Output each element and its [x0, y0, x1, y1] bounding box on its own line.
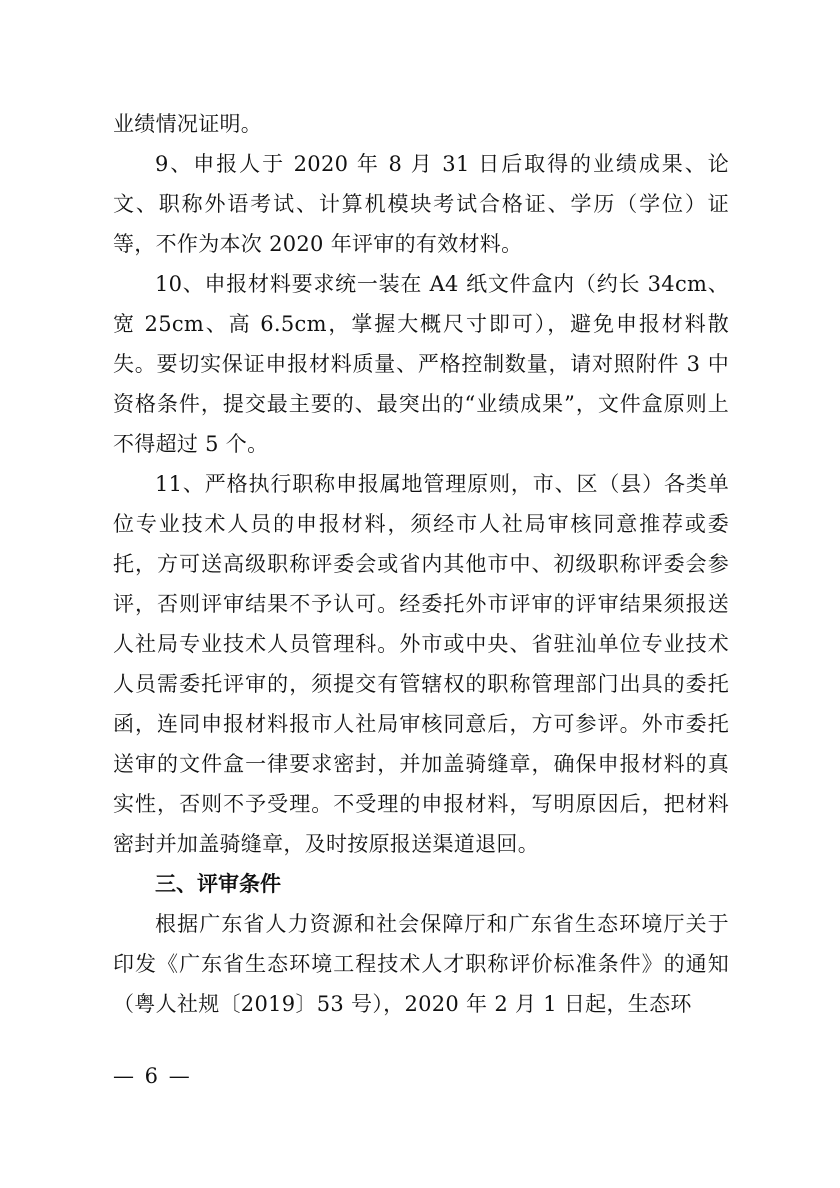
paragraph-criteria: 根据广东省人力资源和社会保障厅和广东省生态环境厅关于印发《广东省生态环境工程技术人才职称评价标准条件》的通知（粤人社规〔2019〕53 号），2020 年 2 月 1 日起，生态环	[113, 912, 729, 1016]
body-text	[113, 104, 729, 1024]
page-number: — 6 —	[113, 1064, 192, 1088]
paragraph-continuation: 业绩情况证明。	[113, 112, 263, 136]
paragraph-item-11: 11、严格执行职称申报属地管理原则，市、区（县）各类单位专业技术人员的申报材料，须经市人社局审核同意推荐或委托，方可送高级职称评委会或省内其他市中、初级职称评委会参评，否则评审结果不予认可。经委托外市评审的评审结果须报送人社局专业技术人员管理科。外市或中央、省驻汕单位专业技术人员需委托评审的，须提交有管辖权的职称管理部门出具的委托函，连同申报材料报市人社局审核同意后，方可参评。外市委托送审的文件盒一律要求密封，并加盖骑缝章，确保申报材料的真实性，否则不予受理。不受理的申报材料，写明原因后，把材料密封并加盖骑缝章，及时按原报送渠道退回。	[113, 472, 729, 856]
paragraph-item-10: 10、申报材料要求统一装在 A4 纸文件盒内（约长 34cm、宽 25cm、高 6.5cm，掌握大概尺寸即可），避免申报材料散失。要切实保证申报材料质量、严格控制数量，请对照附件 3 中资格条件，提交最主要的、最突出的“业绩成果”，文件盒原则上不得超过 5 个。	[113, 272, 729, 456]
section-heading: 三、评审条件	[155, 872, 281, 896]
paragraph-item-9: 9、申报人于 2020 年 8 月 31 日后取得的业绩成果、论文、职称外语考试、计算机模块考试合格证、学历（学位）证等，不作为本次 2020 年评审的有效材料。	[113, 152, 729, 256]
